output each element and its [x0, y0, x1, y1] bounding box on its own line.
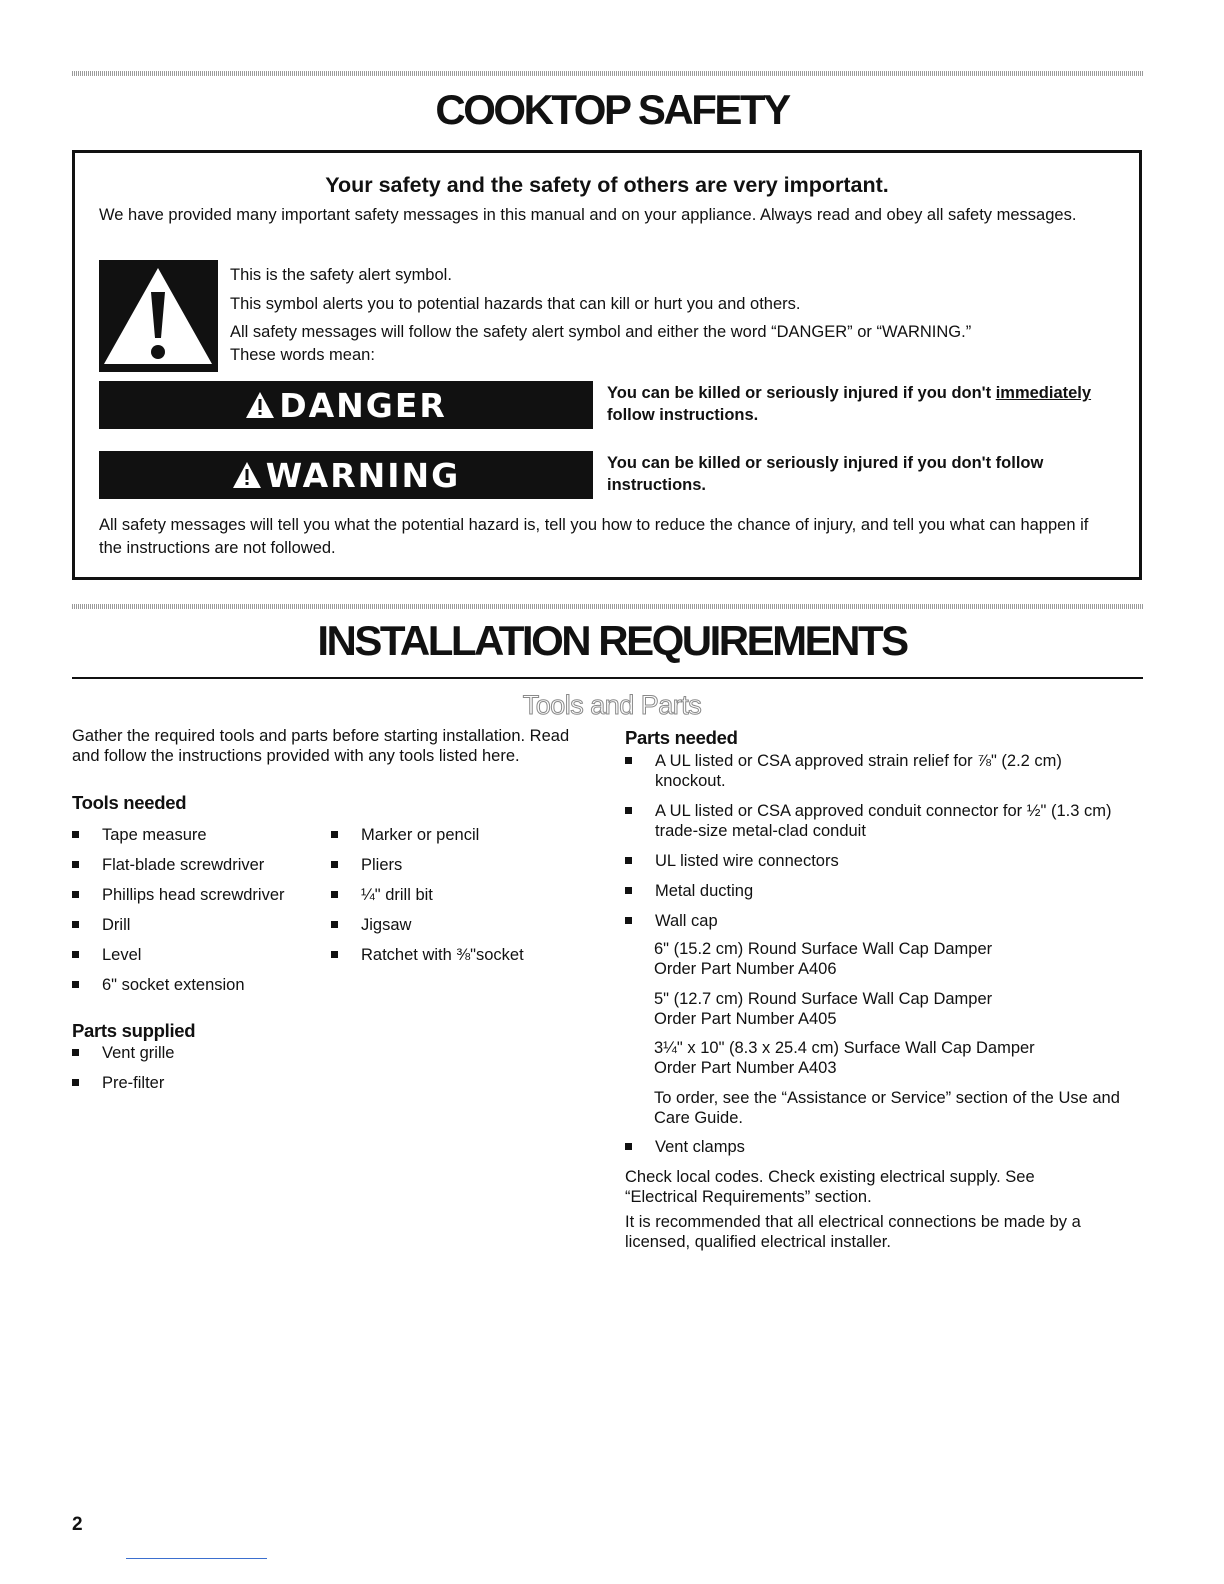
check-note: Check local codes. Check existing electrical supply. See “Electrical Requirements” section.: [625, 1168, 1035, 1206]
installation-intro: Gather the required tools and parts before starting installation. Read and follow the instructions provided with any tools listed here.: [72, 727, 570, 765]
danger-text-end: follow instructions.: [607, 406, 759, 424]
tools-needed-heading: Tools needed: [72, 792, 187, 813]
wall-cap-order: Order Part Number A405: [654, 1010, 837, 1028]
top-hatch-rule: [72, 71, 1143, 76]
list-item: Marker or pencil: [331, 825, 524, 845]
symbol-line-1: This is the safety alert symbol.: [230, 266, 452, 284]
tools-list-col2: [331, 825, 524, 965]
list-item: A UL listed or CSA approved conduit connector for ½" (1.3 cm) trade-size metal-clad conduit: [625, 801, 1135, 841]
tools-and-parts-subtitle: Tools and Parts: [522, 690, 702, 720]
list-item: UL listed wire connectors: [625, 851, 1135, 871]
list-item: Phillips head screwdriver: [72, 885, 285, 905]
wall-cap-name: 6" (15.2 cm) Round Surface Wall Cap Damper: [654, 940, 993, 958]
safety-heading: Your safety and the safety of others are very important.: [325, 173, 889, 197]
list-item: Pre-filter: [72, 1073, 174, 1093]
warning-triangle-icon: [99, 260, 218, 372]
list-item: Drill: [72, 915, 285, 935]
safety-box: [72, 150, 1142, 580]
parts-supplied-heading: Parts supplied: [72, 1020, 196, 1041]
danger-text-start: You can be killed or seriously injured if you don't: [607, 384, 996, 402]
wall-cap-option: [654, 989, 992, 1029]
symbol-line-3: All safety messages will follow the safety alert symbol and either the word “DANGER” or “WARNING.”: [230, 323, 972, 341]
parts-needed-list: [625, 751, 1135, 931]
list-item: 6" socket extension: [72, 975, 285, 995]
list-item: Jigsaw: [331, 915, 524, 935]
safety-closing: All safety messages will tell you what the potential hazard is, tell you how to reduce the chance of injury, and tell you what can happen if the instructions are not followed.: [99, 516, 1089, 557]
wall-cap-name: 5" (12.7 cm) Round Surface Wall Cap Damper: [654, 990, 993, 1008]
safety-intro: We have provided many important safety messages in this manual and on your appliance. Always read and obey all safety messages.: [99, 206, 1077, 224]
symbol-line-4: These words mean:: [230, 346, 375, 364]
list-item: Vent grille: [72, 1043, 174, 1063]
wall-cap-order: Order Part Number A406: [654, 960, 837, 978]
wall-cap-option: [654, 939, 992, 979]
list-item: Vent clamps: [625, 1137, 745, 1157]
danger-signal-bar: [99, 381, 593, 429]
warning-text: You can be killed or seriously injured if you don't follow instructions.: [607, 454, 1044, 494]
symbol-line-2: This symbol alerts you to potential hazards that can kill or hurt you and others.: [230, 295, 801, 313]
wall-cap-name: 3¼" x 10" (8.3 x 25.4 cm) Surface Wall Cap Damper: [654, 1039, 1035, 1057]
list-item: Flat-blade screwdriver: [72, 855, 285, 875]
list-item: Level: [72, 945, 285, 965]
danger-label: DANGER: [279, 385, 447, 425]
list-item: Metal ducting: [625, 881, 1135, 901]
footer-line: [126, 1558, 267, 1559]
danger-text-emphasis: immediately: [995, 384, 1092, 402]
list-item: Ratchet with ⅜"socket: [331, 945, 524, 965]
warning-signal-bar: [99, 451, 593, 499]
order-note: To order, see the “Assistance or Service” section of the Use and Care Guide.: [654, 1089, 1120, 1127]
list-item: Tape measure: [72, 825, 285, 845]
list-item: Pliers: [331, 855, 524, 875]
page-number: 2: [72, 1514, 83, 1535]
list-item: Wall cap: [625, 911, 1135, 931]
list-item: ¼" drill bit: [331, 885, 524, 905]
section-rule: [72, 677, 1143, 679]
alert-triangle-icon: [245, 391, 275, 419]
parts-needed-heading: Parts needed: [625, 727, 738, 748]
warning-label: WARNING: [265, 455, 461, 495]
installation-title: INSTALLATION REQUIREMENTS: [317, 617, 907, 664]
cooktop-safety-title: COOKTOP SAFETY: [435, 86, 789, 133]
wall-cap-option: [654, 1038, 1035, 1078]
vent-clamps-list: [625, 1137, 745, 1157]
wall-cap-order: Order Part Number A403: [654, 1059, 837, 1077]
tools-list-col1: [72, 825, 285, 995]
danger-text: [607, 382, 1127, 426]
parts-supplied-list: [72, 1043, 174, 1093]
list-item: A UL listed or CSA approved strain relief for ⅞" (2.2 cm) knockout.: [625, 751, 1135, 791]
electrician-note: It is recommended that all electrical connections be made by a licensed, qualified electrical installer.: [625, 1213, 1081, 1251]
middle-hatch-rule: [72, 604, 1143, 609]
alert-triangle-icon: [232, 461, 262, 489]
